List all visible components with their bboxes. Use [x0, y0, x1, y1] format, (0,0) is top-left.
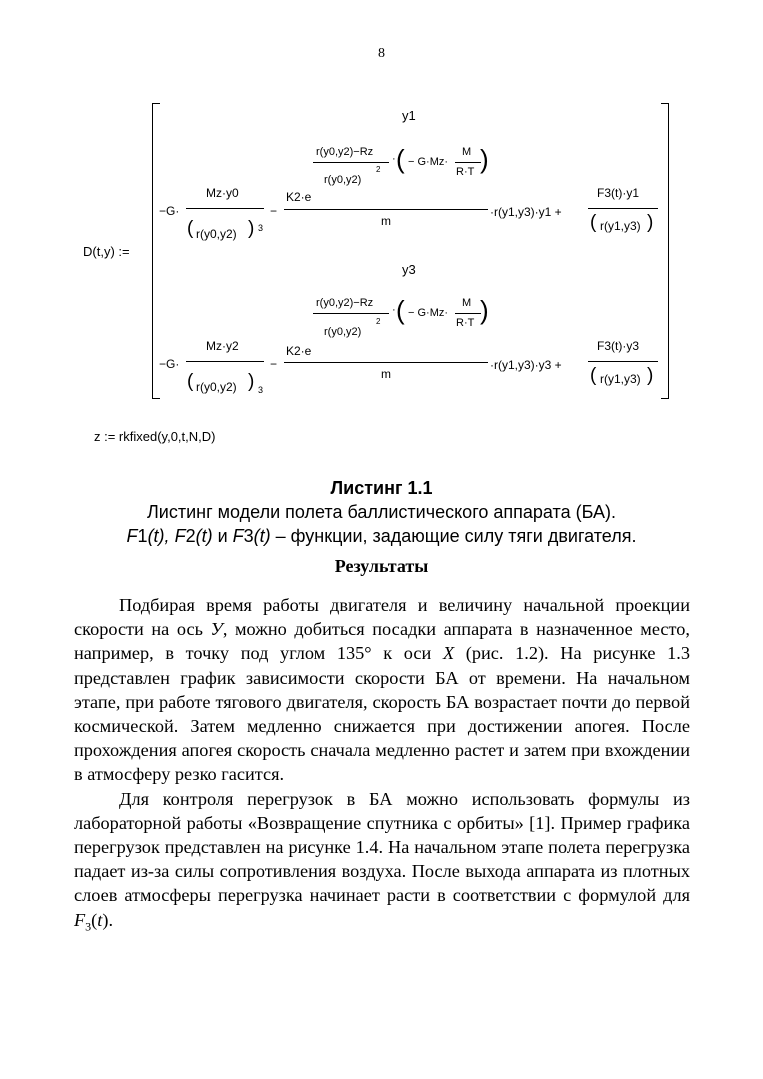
f1-arg: (t), [147, 526, 175, 546]
paragraph-1 [74, 593, 690, 787]
right-bracket [661, 103, 669, 399]
vector-row-1 [0, 0, 763, 241]
f2-index: 2 [185, 526, 196, 546]
listing-functions-line [0, 526, 763, 547]
row2-tail: ·r(y1,y3)·y3 + [490, 358, 562, 372]
row1-f3-num: F3(t)·y1 [597, 186, 639, 200]
f2-letter: F [174, 526, 186, 546]
row2-f3-paren-open: ( [590, 365, 597, 386]
row2-frac1-den: r(y0,y2) [196, 380, 237, 394]
p2-f-sub: 3 [85, 919, 92, 934]
rkfixed-line: z := rkfixed(y,0,t,N,D) [94, 429, 216, 444]
row1-minus-g: −G· [159, 204, 180, 218]
row1-exp-paren-close: ) [480, 144, 489, 174]
row2-top: y3 [402, 262, 416, 277]
row2-exp-den-exp: 2 [376, 317, 381, 326]
p1-part-b: , можно добиться посадки аппарата в назначенное место, например, в точку под углом 135° к оси [74, 619, 690, 664]
listing-title: Листинг 1.1 [330, 478, 433, 498]
row1-f3-line [588, 208, 658, 209]
row1-exp-den-exp: 2 [376, 165, 381, 174]
row2-frac1-num: Mz·y2 [206, 339, 239, 353]
row2-exp-paren-open: ( [396, 295, 405, 325]
row1-f3-paren-close: ) [647, 212, 654, 233]
row2-frac1-line [186, 361, 264, 362]
row2-minus-g: −G· [159, 357, 180, 371]
functions-description: – функции, задающие силу тяги двигателя. [270, 526, 637, 546]
p2-close: ). [102, 909, 114, 930]
f2-arg: (t) [195, 526, 213, 546]
row1-frac1-den: r(y0,y2) [196, 227, 237, 241]
listing-description: Листинг модели полета баллистического аппарата (БА). [146, 502, 616, 522]
row1-top: y1 [402, 108, 416, 123]
row1-main-line [284, 209, 488, 210]
row2-paren-open: ( [187, 371, 194, 392]
p2-part-a: Для контроля перегрузок в БА можно использовать формулы из лабораторной работы «Возвращение спутника с орбиты» [1]. Пример графика перегрузок представлен на рисунке 1.4. На начальном этапе полета перегрузка падает из-за силы сопротивления воздуха. После выхода аппарата из плотных слоев атмосферы перегрузка начинает расти в соответствии с формулой для [74, 788, 690, 906]
f3-arg: (t) [253, 526, 271, 546]
f3-index: 3 [243, 526, 254, 546]
row1-exp-mid: · [392, 153, 396, 165]
p1-part-a: Подбирая время работы двигателя и величину начальной проекции скорости на ось [74, 595, 690, 640]
row2-exp-m: M [462, 297, 472, 309]
p2-open: ( [91, 909, 98, 930]
p1-axis-x: X [442, 643, 455, 664]
row2-exp-g: − G·Mz· [408, 307, 449, 319]
row2-exp-paren-close: ) [480, 295, 489, 325]
row2-frac1-exp: 3 [258, 385, 264, 395]
formula-lhs: D(t,y) := [83, 244, 130, 259]
row1-paren-close: ) [248, 218, 255, 239]
row2-exp-m-line [455, 313, 481, 314]
row1-exp-rt: R·T [456, 166, 475, 178]
f1-letter: F [126, 526, 138, 546]
row2-exp-den: r(y0,y2) [324, 326, 362, 338]
row2-f3-num: F3(t)·y3 [597, 339, 639, 353]
row2-f3-paren-close: ) [647, 365, 654, 386]
section-heading: Результаты [334, 556, 429, 576]
row1-minus: − [270, 204, 278, 218]
row1-exp-paren-open: ( [396, 144, 405, 174]
row1-frac1-exp: 3 [258, 223, 264, 233]
row2-exp-rt: R·T [456, 317, 475, 329]
row2-main-line [284, 362, 488, 363]
row1-frac1-line [186, 208, 264, 209]
row2-minus: − [270, 357, 278, 371]
row2-f3-den: r(y1,y3) [600, 372, 641, 386]
row2-paren-close: ) [248, 371, 255, 392]
row2-exp-num: r(y0,y2)−Rz [316, 297, 374, 309]
f1-index: 1 [137, 526, 148, 546]
row1-den-m: m [381, 214, 391, 228]
paragraph-2 [74, 787, 690, 939]
and-word: и [212, 526, 233, 546]
p1-axis-y: У [210, 619, 223, 640]
row1-paren-open: ( [187, 218, 194, 239]
p2-t: t [97, 909, 103, 930]
row1-exp-m-line [455, 162, 481, 163]
page-number: 8 [378, 46, 385, 61]
row2-k2e: K2·e [286, 344, 312, 358]
row1-exp-g: − G·Mz· [408, 156, 449, 168]
row2-den-m: m [381, 367, 391, 381]
row1-tail: ·r(y1,y3)·y1 + [490, 205, 562, 219]
row2-f3-line [588, 361, 658, 362]
row1-frac1-num: Mz·y0 [206, 186, 239, 200]
row1-exp-line [313, 162, 389, 163]
left-bracket [152, 103, 160, 399]
row1-exp-num: r(y0,y2)−Rz [316, 146, 374, 158]
body-text [74, 593, 690, 939]
p1-part-c: (рис. 1.2). На рисунке 1.3 представлен график зависимости скорости БА от времени. На начальном этапе, при работе тягового двигателя, скорость БА возрастает почти до первой космической. Затем медленно снижается при достижении апогея. После прохождения апогея скорость сначала медленно растет и затем при вхождении в атмосферу резко гасится. [74, 643, 690, 785]
row2-exp-mid: · [392, 304, 396, 316]
row1-k2e: K2·e [286, 190, 312, 204]
row2-exp-line [313, 313, 389, 314]
row1-f3-paren-open: ( [590, 212, 597, 233]
f3-letter: F [232, 526, 244, 546]
row1-exp-m: M [462, 146, 472, 158]
row1-f3-den: r(y1,y3) [600, 219, 641, 233]
formula-block [0, 0, 763, 444]
p2-f-letter: F [74, 909, 86, 930]
row1-exp-den: r(y0,y2) [324, 174, 362, 186]
